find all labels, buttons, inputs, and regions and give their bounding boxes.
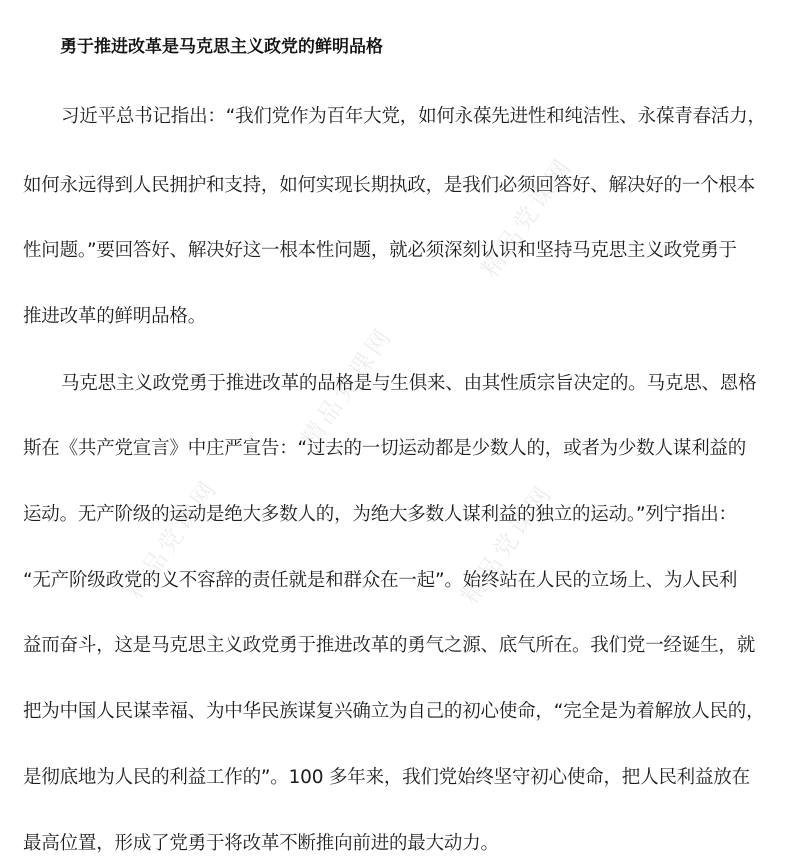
text-line: 如何永远得到人民拥护和支持，如何实现长期执政，是我们必须回答好、解决好的一个根本 xyxy=(23,175,756,196)
text-line: 是彻底地为人民的利益工作的”。100 多年来，我们党始终坚守初心使命，把人民利益放在 xyxy=(23,767,750,788)
text-line: 把为中国人民谋幸福、为中华民族谋复兴确立为自己的初心使命，“完全是为着解放人民的， xyxy=(23,701,765,722)
text-line: “无产阶级政党的义不容辞的责任就是和群众在一起”。始终站在人民的立场上、为人民利 xyxy=(23,570,738,591)
text-line: 性问题。”要回答好、解决好这一根本性问题，就必须深刻认识和坚持马克思主义政党勇于 xyxy=(23,240,737,261)
text-line: 益而奋斗，这是马克思主义政党勇于推进改革的勇气之源、底气所在。我们党一经诞生，就 xyxy=(23,635,756,656)
document-title: 勇于推进改革是马克思主义政党的鲜明品格 xyxy=(60,37,383,57)
watermark: 精品党课网 xyxy=(120,473,224,605)
text-line: 马克思主义政党勇于推进改革的品格是与生俱来、由其性质宗旨决定的。马克思、恩格 xyxy=(61,373,757,394)
text-line: 习近平总书记指出：“我们党作为百年大党，如何永葆先进性和纯洁性、永葆青春活力， xyxy=(61,106,766,127)
watermark: 精品党课网 xyxy=(475,151,579,283)
text-line: 最高位置，形成了党勇于将改革不断推向前进的最大动力。 xyxy=(23,833,499,854)
text-line: 斯在《共产党宣言》中庄严宣告：“过去的一切运动都是少数人的，或者为少数人谋利益的 xyxy=(23,438,747,459)
watermark: 精品党课网 xyxy=(455,478,559,610)
text-line: 运动。无产阶级的运动是绝大多数人的，为绝大多数人谋利益的独立的运动。”列宁指出： xyxy=(23,504,737,525)
text-line: 推进改革的鲜明品格。 xyxy=(23,306,207,327)
watermark: 精品党课网 xyxy=(295,321,399,453)
